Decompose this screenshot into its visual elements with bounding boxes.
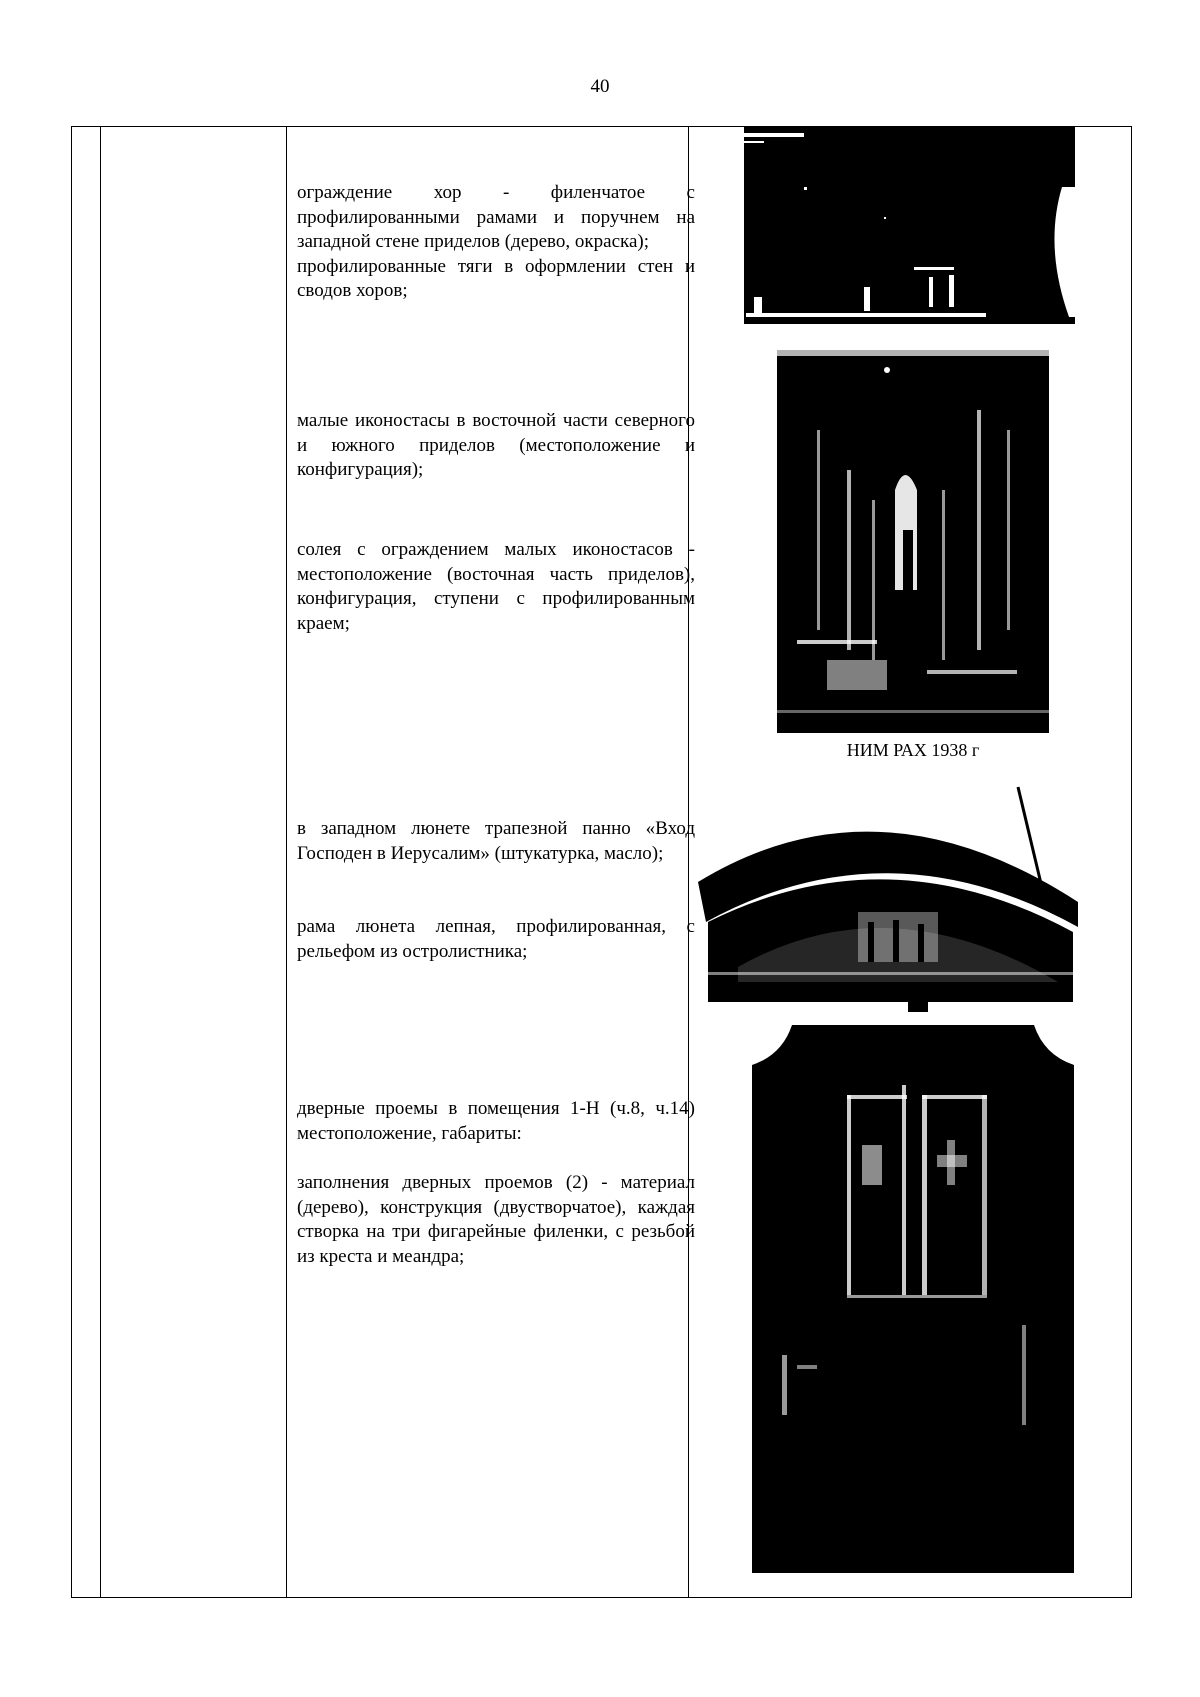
description-line: заполнения дверных проемов (2) - материал (дерево), конструкция (двустворчатое), каждая створка на три фигарейные филенки, с резьбой из креста и меандра; bbox=[297, 1172, 695, 1267]
description-block-1 bbox=[297, 181, 695, 304]
page-number: 40 bbox=[590, 76, 610, 97]
heritage-table bbox=[71, 126, 1132, 1598]
description-line: малые иконостасы в восточной части северного и южного приделов (местоположение и конфигурация); bbox=[297, 410, 695, 480]
photo-door bbox=[752, 1025, 1074, 1573]
description-line: в западном люнете трапезной панно «Вход Господен в Иерусалим» (штукатурка, масло); bbox=[297, 818, 695, 864]
description-line: рама люнета лепная, профилированная, с рельефом из остролистника; bbox=[297, 916, 695, 962]
description-block-3 bbox=[297, 538, 695, 636]
description-block-5 bbox=[297, 915, 695, 964]
photo-choir-railing bbox=[744, 127, 1075, 324]
description-line: ограждение хор - филенчатое с профилированными рамами и поручнем на западной стене приделов (дерево, окраска); bbox=[297, 182, 695, 252]
photo-lunette-panel bbox=[698, 782, 1098, 1014]
description-block-4 bbox=[297, 817, 695, 866]
description-block-7 bbox=[297, 1171, 695, 1269]
photo-small-iconostasis bbox=[777, 350, 1049, 733]
photo-caption: НИМ РАХ 1938 г bbox=[846, 740, 980, 760]
column-divider-2 bbox=[286, 127, 287, 1597]
description-line: профилированные тяги в оформлении стен и сводов хоров; bbox=[297, 255, 695, 301]
column-divider-1 bbox=[100, 127, 101, 1597]
description-line: дверные проемы в помещения 1-Н (ч.8, ч.14) местоположение, габариты: bbox=[297, 1098, 695, 1144]
description-line: солея с ограждением малых иконостасов - местоположение (восточная часть приделов), конфигурация, ступени с профилированным краем; bbox=[297, 539, 695, 634]
description-block-2 bbox=[297, 409, 695, 483]
description-block-6 bbox=[297, 1097, 695, 1146]
